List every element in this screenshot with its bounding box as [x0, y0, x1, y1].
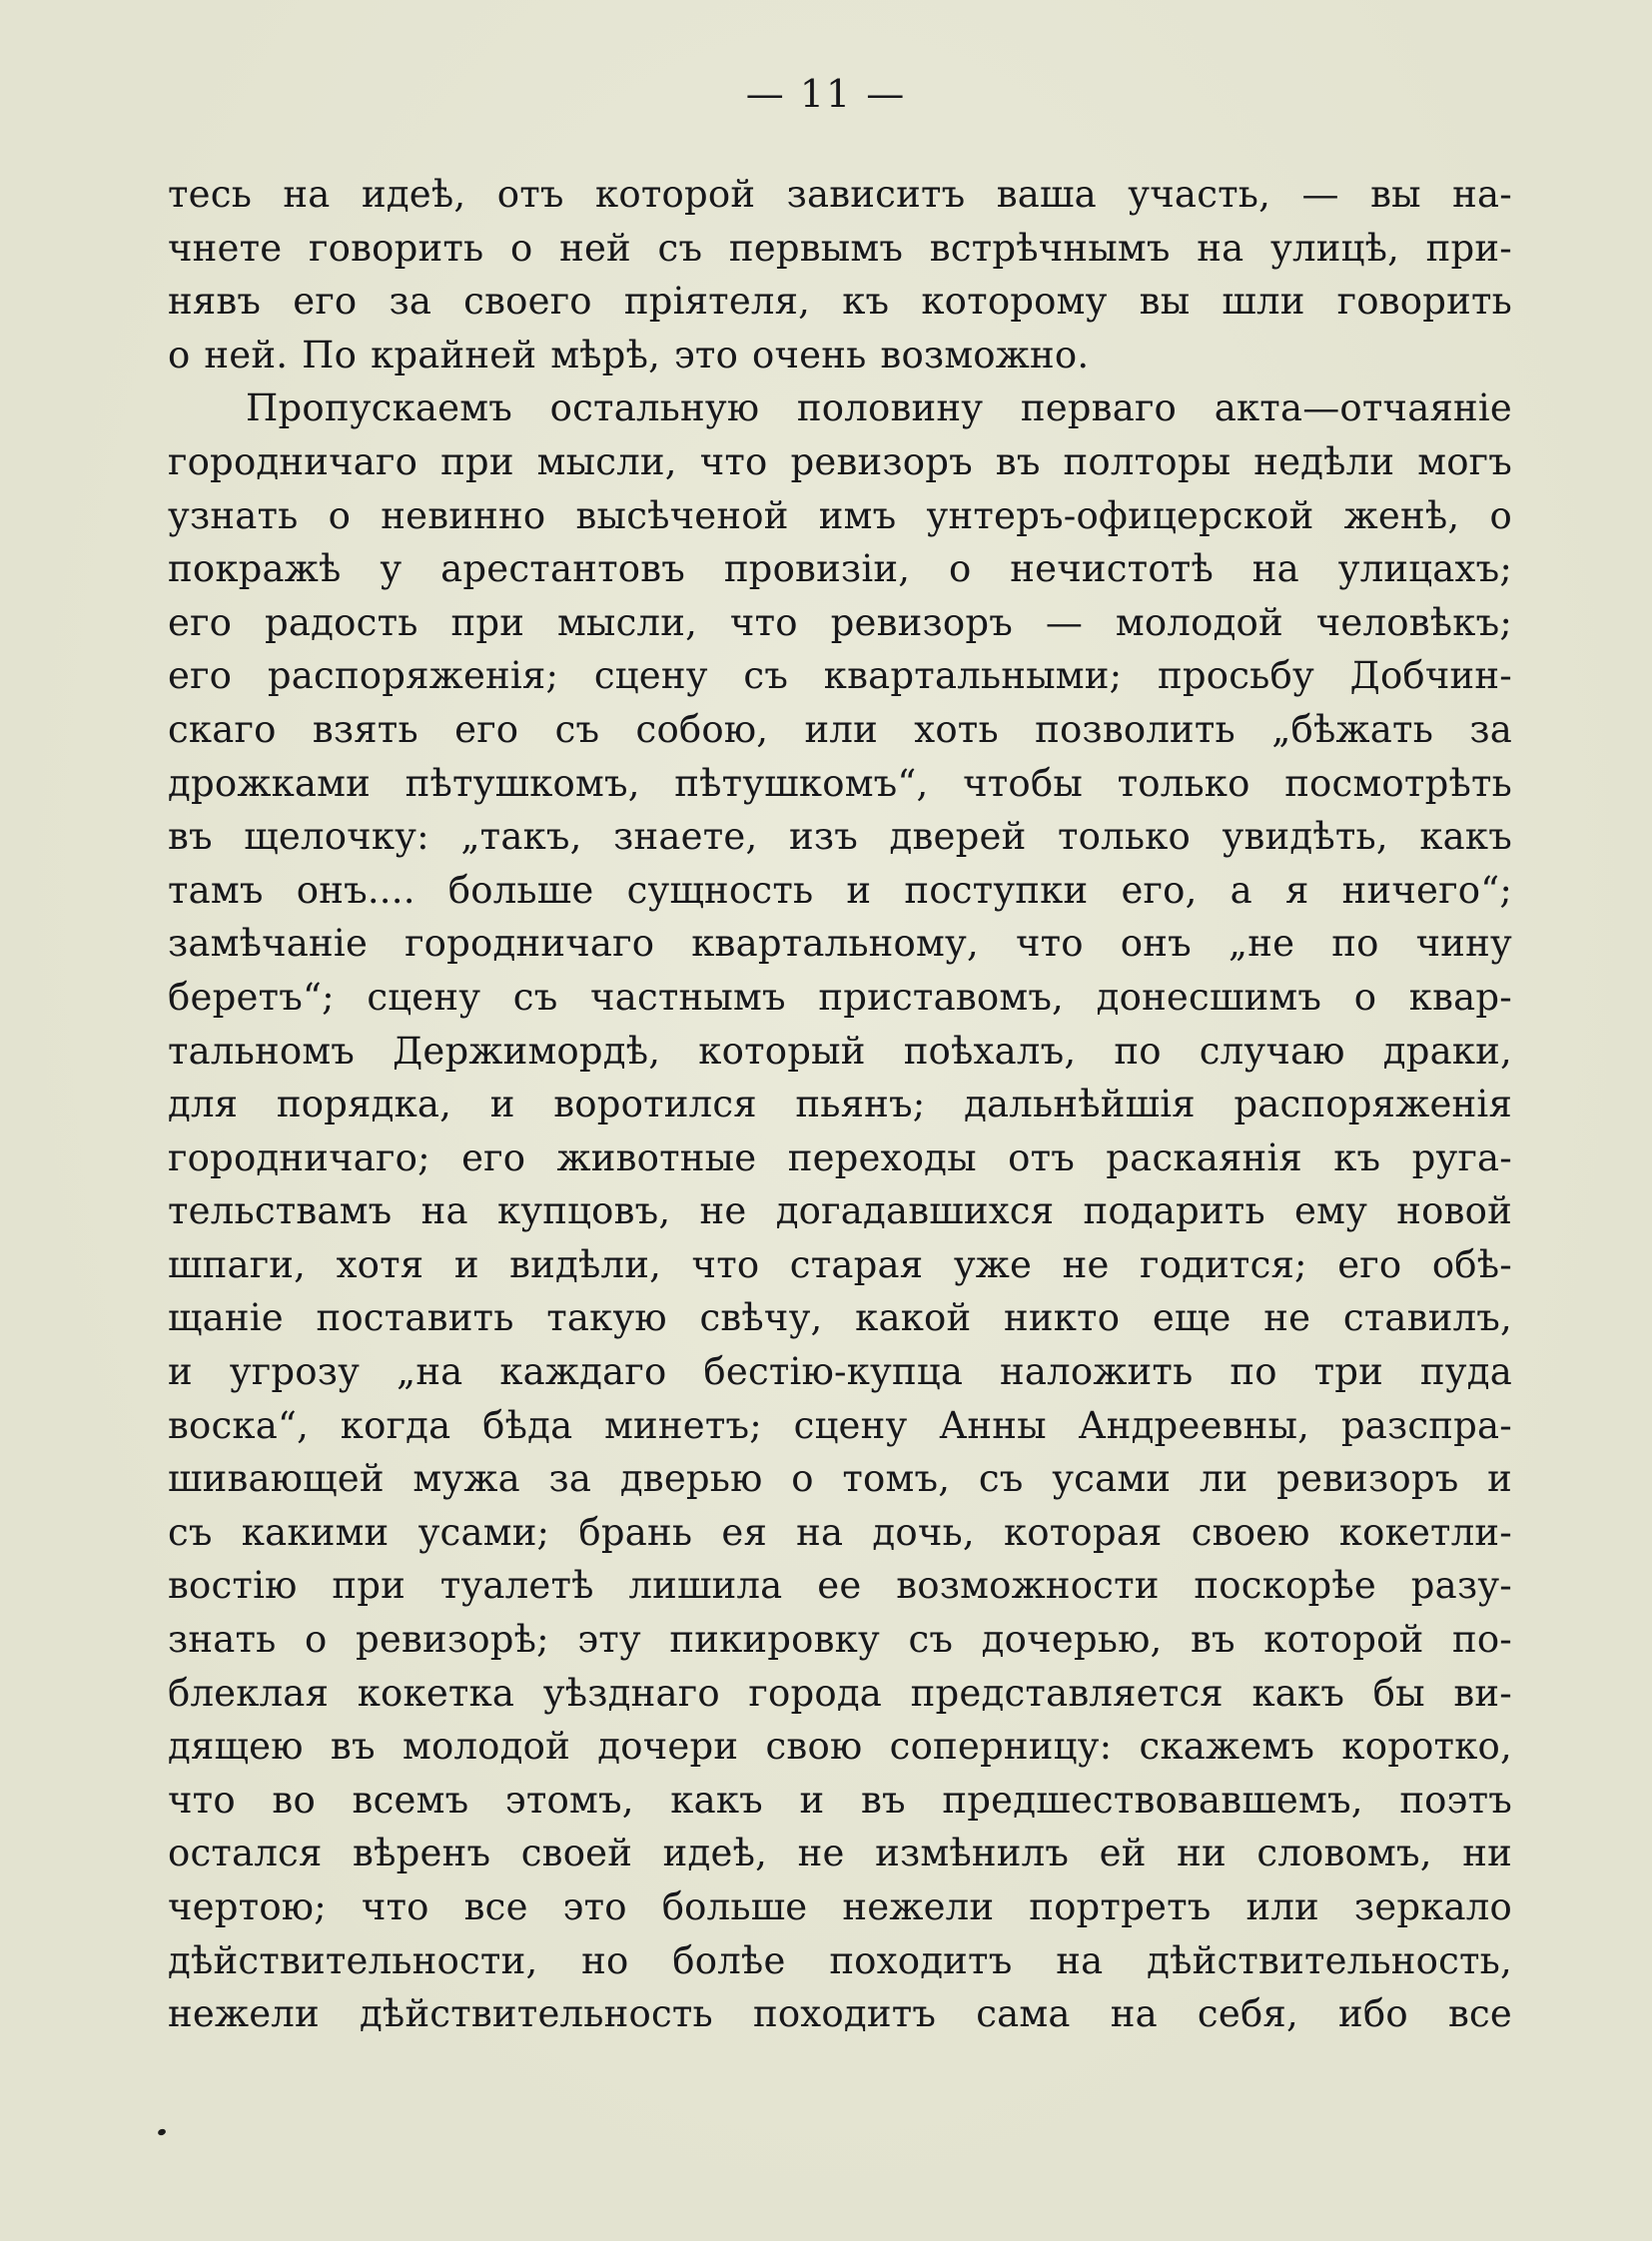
text-line: щаніе поставить такую свѣчу, какой никто еще не ставилъ, [168, 1296, 1512, 1340]
text-line: нежели дѣйствительность походитъ сама на себя, ибо все [168, 1992, 1512, 2036]
text-line: тальномъ Держимордѣ, который поѣхалъ, по случаю драки, [168, 1029, 1512, 1073]
text-line: съ какими усами; брань ея на дочь, которая своею кокетли- [168, 1510, 1512, 1554]
text-line: покражѣ у арестантовъ провизіи, о нечистотѣ на улицахъ; [168, 547, 1512, 591]
text-line: его радость при мысли, что ревизоръ — молодой человѣкъ; [168, 600, 1512, 644]
text-line: нявъ его за своего пріятеля, къ которому вы шли говорить [168, 280, 1512, 324]
text-line: шпаги, хотя и видѣли, что старая уже не годится; его обѣ- [168, 1242, 1512, 1286]
text-line: чертою; что все это больше нежели портретъ или зеркало [168, 1885, 1512, 1928]
text-line: востію при туалетѣ лишила ее возможности поскорѣе разу- [168, 1564, 1512, 1608]
text-line: беретъ“; сцену съ частнымъ приставомъ, донесшимъ о квар- [168, 975, 1512, 1019]
text-line: тамъ онъ.... больше сущность и поступки его, а я ничего“; [168, 868, 1512, 912]
text-line: дѣйствительности, но болѣе походитъ на дѣйствительность, [168, 1938, 1512, 1982]
paragraph [168, 381, 1512, 2040]
text-line: для порядка, и воротился пьянъ; дальнѣйшія распоряженія [168, 1083, 1512, 1126]
text-line: городничаго при мысли, что ревизоръ въ полторы недѣли могъ [168, 439, 1512, 483]
text-line: тесь на идеѣ, отъ которой зависитъ ваша участь, — вы на- [168, 173, 1512, 216]
text-line: и угрозу „на каждаго бестію-купца наложить по три пуда [168, 1350, 1512, 1394]
text-line: остался вѣренъ своей идеѣ, не измѣнилъ ей ни словомъ, ни [168, 1832, 1512, 1875]
ink-speck [157, 2128, 167, 2136]
text-line: блеклая кокетка уѣзднаго города представляется какъ бы ви- [168, 1671, 1512, 1715]
paragraph [168, 168, 1512, 381]
text-line: о ней. По крайней мѣрѣ, это очень возможно. [168, 333, 1090, 376]
text-line: скаго взять его съ собою, или хоть позволить „бѣжать за [168, 707, 1512, 751]
text-line: въ щелочку: „такъ, знаете, изъ дверей только увидѣть, какъ [168, 815, 1512, 859]
text-line: знать о ревизорѣ; эту пикировку съ дочерью, въ которой по- [168, 1618, 1512, 1662]
text-line: узнать о невинно высѣченой имъ унтеръ-офицерской женѣ, о [168, 493, 1512, 537]
body-text [168, 168, 1512, 2041]
text-line: замѣчаніе городничаго квартальному, что онъ „не по чину [168, 922, 1512, 966]
text-line: его распоряженія; сцену съ квартальными; просьбу Добчин- [168, 654, 1512, 698]
text-line: городничаго; его животные переходы отъ раскаянія къ руга- [168, 1135, 1512, 1179]
text-line: Пропускаемъ остальную половину перваго акта—отчаяніе [246, 386, 1512, 430]
text-line: чнете говорить о ней съ первымъ встрѣчнымъ на улицѣ, при- [168, 226, 1512, 270]
text-line: что во всемъ этомъ, какъ и въ предшествовавшемъ, поэтъ [168, 1778, 1512, 1822]
text-line: шивающей мужа за дверью о томъ, съ усами ли ревизоръ и [168, 1457, 1512, 1501]
text-line: дящею въ молодой дочери свою соперницу: скажемъ коротко, [168, 1725, 1512, 1769]
text-line: дрожками пѣтушкомъ, пѣтушкомъ“, чтобы только посмотрѣть [168, 761, 1512, 805]
text-line: воска“, когда бѣда минетъ; сцену Анны Андреевны, разспра- [168, 1403, 1512, 1447]
page-number: — 11 — [745, 72, 907, 116]
text-line: тельствамъ на купцовъ, не догадавшихся подарить ему новой [168, 1189, 1512, 1233]
